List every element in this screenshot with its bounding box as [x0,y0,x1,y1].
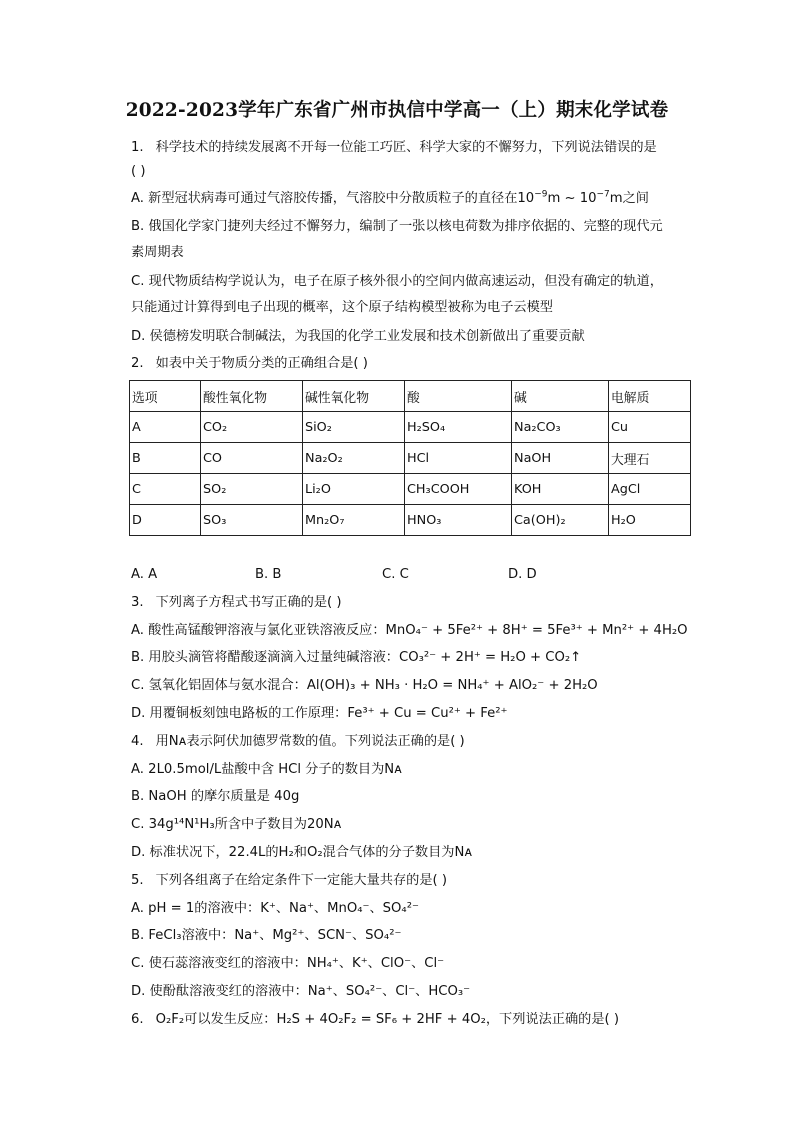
table-cell: H₂O [609,505,691,536]
table-cell: Na₂CO₃ [512,412,609,443]
question-4-stem: 4. 用Nᴀ表示阿伏加德罗常数的值。下列说法正确的是( ) [131,734,465,749]
table-cell: HNO₃ [405,505,512,536]
question-1-option-b: B. 俄国化学家门捷列夫经过不懈努力，编制了一张以核电荷数为排序依据的、完整的现代元 [131,219,663,234]
table-cell: SO₂ [201,474,303,505]
table-header-cell: 碱性氧化物 [303,381,405,412]
table-cell: Cu [609,412,691,443]
question-5-option-d: D. 使酚酞溶液变红的溶液中：Na⁺、SO₄²⁻、Cl⁻、HCO₃⁻ [131,984,471,999]
question-4-option-b: B. NaOH 的摩尔质量是 40g [131,789,300,804]
table-cell: D [130,505,201,536]
table-row [130,443,691,474]
table-header-cell: 电解质 [609,381,691,412]
page-title: 2022-2023学年广东省广州市执信中学高一（上）期末化学试卷 [125,100,669,121]
question-3-option-a: A. 酸性高锰酸钾溶液与氯化亚铁溶液反应：MnO₄⁻ + 5Fe²⁺ + 8H⁺ = 5Fe³⁺ + Mn²⁺ + 4H₂O [131,623,688,638]
table-cell: SiO₂ [303,412,405,443]
question-1-option-b-cont: 素周期表 [131,245,184,260]
table-cell: KOH [512,474,609,505]
table-cell: Na₂O₂ [303,443,405,474]
question-2-stem: 2. 如表中关于物质分类的正确组合是( ) [131,356,368,371]
table-cell: NaOH [512,443,609,474]
option-c: C. C [382,567,409,582]
question-4-option-a: A. 2L0.5mol/L盐酸中含 HCl 分子的数目为Nᴀ [131,762,402,777]
table-row [130,412,691,443]
question-6-stem: 6. O₂F₂可以发生反应：H₂S + 4O₂F₂ = SF₆ + 2HF + 4O₂，下列说法正确的是( ) [131,1012,620,1027]
table-cell: AgCl [609,474,691,505]
question-1-option-d: D. 侯德榜发明联合制碱法，为我国的化学工业发展和技术创新做出了重要贡献 [131,329,585,344]
option-a: A. A [131,567,158,582]
question-3-option-d: D. 用覆铜板刻蚀电路板的工作原理：Fe³⁺ + Cu = Cu²⁺ + Fe²⁺ [131,706,508,721]
question-1-option-a: A. 新型冠状病毒可通过气溶胶传播，气溶胶中分散质粒子的直径在$10^{-9}m$ ~ $10^{-7}m$之间 [131,189,649,206]
classification-table [129,380,691,536]
option-d: D. D [508,567,537,582]
table-cell: CO [201,443,303,474]
question-3-option-c: C. 氢氧化铝固体与氨水混合：Al(OH)₃ + NH₃ · H₂O = NH₄⁺ + AlO₂⁻ + 2H₂O [131,678,598,693]
question-5-option-a: A. pH = 1的溶液中：K⁺、Na⁺、MnO₄⁻、SO₄²⁻ [131,901,419,916]
question-3-option-b: B. 用胶头滴管将醋酸逐滴滴入过量纯碱溶液：CO₃²⁻ + 2H⁺ = H₂O + CO₂↑ [131,650,582,665]
table-header-cell: 酸 [405,381,512,412]
table-cell: C [130,474,201,505]
table-row [130,474,691,505]
table-cell: Mn₂O₇ [303,505,405,536]
table-cell: 大理石 [609,443,691,474]
table-row [130,505,691,536]
table-cell: CO₂ [201,412,303,443]
table-header-cell: 酸性氧化物 [201,381,303,412]
question-1-stem: 1. 科学技术的持续发展离不开每一位能工巧匠、科学大家的不懈努力，下列说法错误的是 [131,140,657,155]
table-cell: H₂SO₄ [405,412,512,443]
table-header-cell: 碱 [512,381,609,412]
question-1-paren: ( ) [131,164,146,179]
table-cell: Ca(OH)₂ [512,505,609,536]
question-3-stem: 3. 下列离子方程式书写正确的是( ) [131,595,342,610]
question-5-option-c: C. 使石蕊溶液变红的溶液中：NH₄⁺、K⁺、ClO⁻、Cl⁻ [131,956,445,971]
table-header-cell: 选项 [130,381,201,412]
table-cell: A [130,412,201,443]
table-header-row [130,381,691,412]
table-cell: B [130,443,201,474]
question-1-option-c: C. 现代物质结构学说认为，电子在原子核外很小的空间内做高速运动，但没有确定的轨道， [131,274,663,289]
table-cell: CH₃COOH [405,474,512,505]
question-4-option-c: C. 34g¹⁴N¹H₃所含中子数目为20Nᴀ [131,817,342,832]
question-number: 1. [131,140,144,155]
question-4-option-d: D. 标准状况下，22.4L的H₂和O₂混合气体的分子数目为Nᴀ [131,845,473,860]
question-5-stem: 5. 下列各组离子在给定条件下一定能大量共存的是( ) [131,873,448,888]
question-5-option-b: B. FeCl₃溶液中：Na⁺、Mg²⁺、SCN⁻、SO₄²⁻ [131,928,402,943]
option-b: B. B [255,567,282,582]
table-cell: SO₃ [201,505,303,536]
question-1-option-c-cont: 只能通过计算得到电子出现的概率，这个原子结构模型被称为电子云模型 [131,300,553,315]
table-cell: Li₂O [303,474,405,505]
table-cell: HCl [405,443,512,474]
